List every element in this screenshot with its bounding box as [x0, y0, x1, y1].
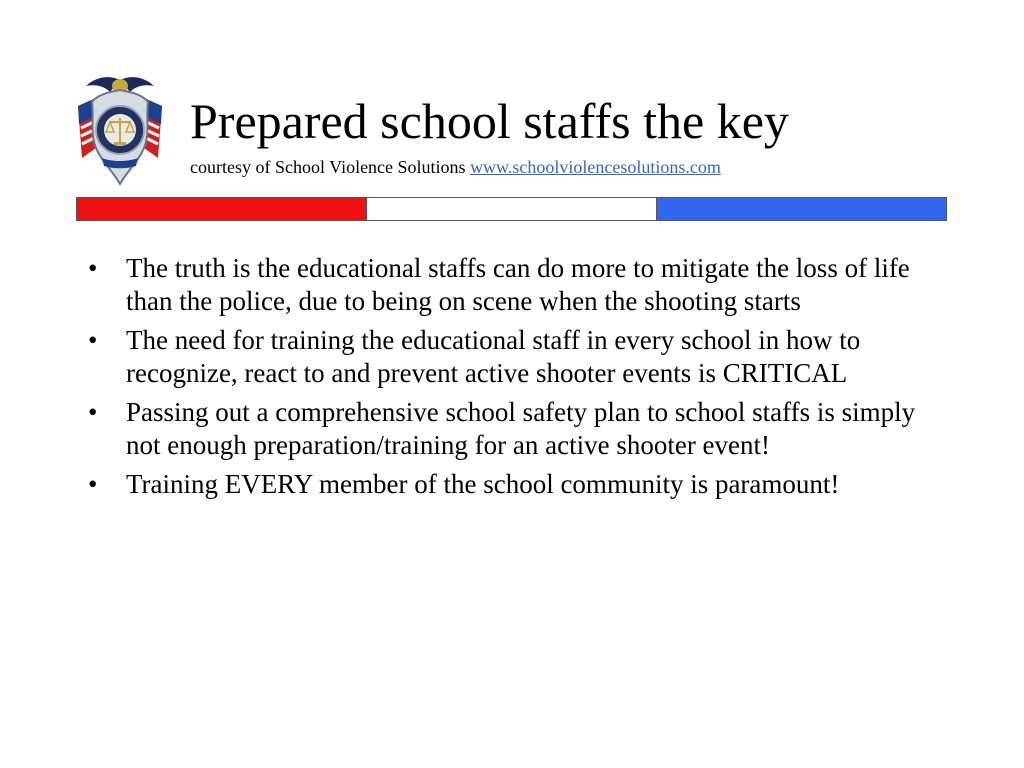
bullet-item [86, 324, 946, 390]
subtitle-website-link[interactable]: www.schoolviolencesolutions.com [470, 157, 721, 177]
tricolor-stripe [76, 197, 947, 221]
slide-title: Prepared school staffs the key [190, 93, 789, 149]
stripe-white-segment [366, 198, 656, 220]
bullet-icon: • [88, 253, 98, 283]
bullet-icon: • [88, 469, 98, 499]
bullet-item [86, 468, 946, 501]
bullet-item [86, 396, 946, 462]
subtitle-credit-text: courtesy of School Violence Solutions [190, 157, 471, 177]
stripe-blue-segment [656, 198, 946, 220]
bullet-icon: • [88, 397, 98, 427]
bullet-icon: • [88, 325, 98, 355]
bullet-text: The need for training the educational staff in every school in how to recognize, react to and prevent active shooter events is CRITICAL [126, 325, 861, 388]
slide-subtitle [190, 156, 721, 178]
bullet-list [86, 252, 946, 507]
bullet-text: The truth is the educational staffs can do more to mitigate the loss of life than the police, due to being on scene when the shooting starts [126, 253, 910, 316]
bullet-item [86, 252, 946, 318]
stripe-red-segment [77, 198, 366, 220]
police-badge-logo-icon [72, 72, 168, 188]
bullet-text: Training EVERY member of the school community is paramount! [126, 469, 840, 499]
bullet-text: Passing out a comprehensive school safety plan to school staffs is simply not enough preparation/training for an active shooter event! [126, 397, 916, 460]
